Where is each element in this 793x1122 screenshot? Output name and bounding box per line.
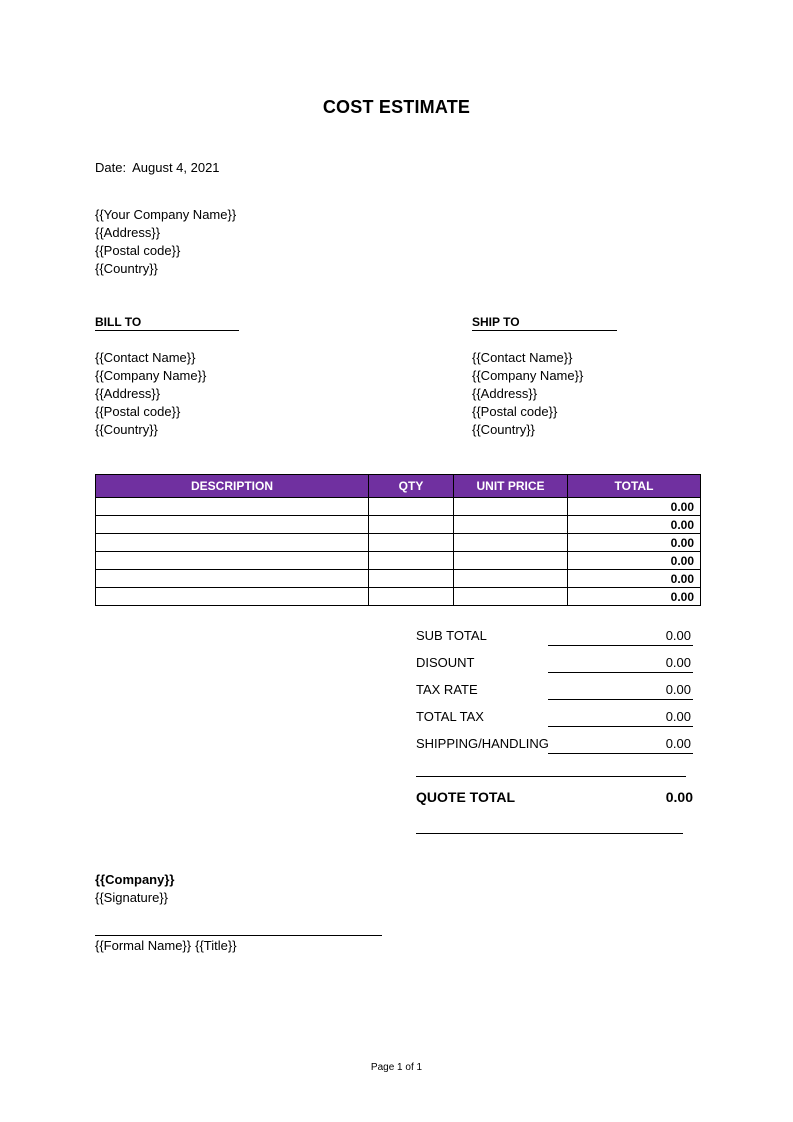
ship-to-postal-code: {{Postal code}} xyxy=(472,404,558,419)
cell-unit-price[interactable] xyxy=(454,588,568,606)
cell-description[interactable] xyxy=(96,588,369,606)
cell-total: 0.00 xyxy=(568,516,701,534)
signatory-title: {{Title}} xyxy=(195,938,237,953)
tax-rate-label: TAX RATE xyxy=(416,682,478,697)
bill-to-block xyxy=(95,349,206,439)
cell-total: 0.00 xyxy=(568,552,701,570)
sender-postal-code: {{Postal code}} xyxy=(95,243,181,258)
bill-to-address: {{Address}} xyxy=(95,386,161,401)
discount-value: 0.00 xyxy=(548,654,693,673)
cell-qty[interactable] xyxy=(369,498,454,516)
cell-description[interactable] xyxy=(96,570,369,588)
bill-to-country: {{Country}} xyxy=(95,422,158,437)
document-title: COST ESTIMATE xyxy=(322,97,471,117)
ship-to-block xyxy=(472,349,583,439)
bill-to-contact-name: {{Contact Name}} xyxy=(95,350,196,365)
column-header-qty: QTY xyxy=(369,475,454,498)
date-label: Date: xyxy=(95,160,127,175)
cell-unit-price[interactable] xyxy=(454,534,568,552)
signatory-formal-name: {{Formal Name}} xyxy=(95,938,192,953)
divider xyxy=(416,833,683,834)
page-number: Page 1 of 1 xyxy=(370,1062,423,1073)
quote-total-value: 0.00 xyxy=(665,789,693,805)
cell-description[interactable] xyxy=(96,552,369,570)
shipping-handling-label: SHIPPING/HANDLING xyxy=(416,736,549,751)
cell-description[interactable] xyxy=(96,534,369,552)
signature-line xyxy=(95,935,382,936)
cell-qty[interactable] xyxy=(369,552,454,570)
ship-to-country: {{Country}} xyxy=(472,422,535,437)
tax-rate-value: 0.00 xyxy=(548,681,693,700)
cell-total: 0.00 xyxy=(568,570,701,588)
cell-qty[interactable] xyxy=(369,570,454,588)
date-line xyxy=(95,159,220,177)
signature-company: {{Company}} xyxy=(95,872,175,887)
cell-total: 0.00 xyxy=(568,534,701,552)
discount-label: DISOUNT xyxy=(416,655,475,670)
bill-to-postal-code: {{Postal code}} xyxy=(95,404,181,419)
bill-to-company-name: {{Company Name}} xyxy=(95,368,207,383)
cell-qty[interactable] xyxy=(369,516,454,534)
signatory-name-title xyxy=(95,937,237,955)
ship-to-company-name: {{Company Name}} xyxy=(472,368,584,383)
cell-unit-price[interactable] xyxy=(454,552,568,570)
total-tax-label: TOTAL TAX xyxy=(416,709,484,724)
sender-company-name: {{Your Company Name}} xyxy=(95,207,237,222)
table-row xyxy=(96,570,701,588)
subtotal-label: SUB TOTAL xyxy=(416,628,487,643)
sender-country: {{Country}} xyxy=(95,261,158,276)
ship-to-heading: SHIP TO xyxy=(472,314,617,331)
subtotal-row xyxy=(416,627,696,654)
signature-placeholder: {{Signature}} xyxy=(95,890,169,905)
table-row xyxy=(96,534,701,552)
column-header-description: DESCRIPTION xyxy=(96,475,369,498)
table-row xyxy=(96,552,701,570)
sender-address-line: {{Address}} xyxy=(95,225,161,240)
shipping-handling-row xyxy=(416,735,696,762)
ship-to-address: {{Address}} xyxy=(472,386,538,401)
items-table-header xyxy=(96,475,701,498)
cell-description[interactable] xyxy=(96,498,369,516)
cell-unit-price[interactable] xyxy=(454,570,568,588)
column-header-unit-price: UNIT PRICE xyxy=(454,475,568,498)
table-row xyxy=(96,588,701,606)
subtotal-value: 0.00 xyxy=(548,627,693,646)
discount-row xyxy=(416,654,696,681)
total-tax-value: 0.00 xyxy=(548,708,693,727)
ship-to-contact-name: {{Contact Name}} xyxy=(472,350,573,365)
cell-total: 0.00 xyxy=(568,498,701,516)
cell-total: 0.00 xyxy=(568,588,701,606)
shipping-handling-value: 0.00 xyxy=(548,735,693,754)
quote-total-label: QUOTE TOTAL xyxy=(416,789,516,805)
tax-rate-row xyxy=(416,681,696,708)
date-value: August 4, 2021 xyxy=(132,160,220,175)
column-header-total: TOTAL xyxy=(568,475,701,498)
sender-address xyxy=(95,206,236,278)
bill-to-heading: BILL TO xyxy=(95,314,239,331)
cell-description[interactable] xyxy=(96,516,369,534)
items-table xyxy=(95,474,701,606)
cell-qty[interactable] xyxy=(369,534,454,552)
cell-qty[interactable] xyxy=(369,588,454,606)
totals-block xyxy=(416,627,696,762)
cell-unit-price[interactable] xyxy=(454,516,568,534)
table-row xyxy=(96,498,701,516)
cell-unit-price[interactable] xyxy=(454,498,568,516)
total-tax-row xyxy=(416,708,696,735)
divider xyxy=(416,776,686,777)
table-row xyxy=(96,516,701,534)
